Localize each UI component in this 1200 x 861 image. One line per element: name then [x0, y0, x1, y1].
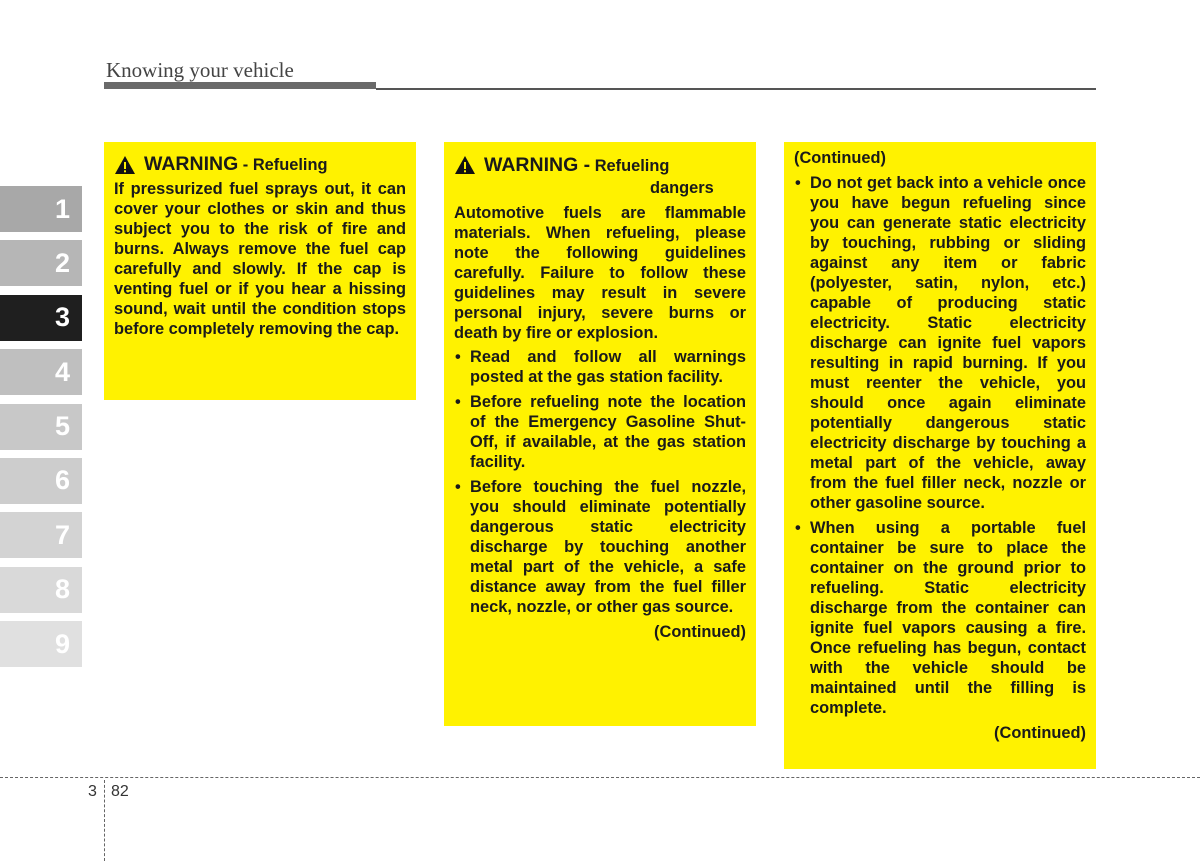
- warning-triangle-icon: [114, 155, 136, 175]
- continued-label: (Continued): [654, 623, 746, 641]
- footer-vertical-divider: [104, 780, 105, 861]
- warning-subtitle-line2: dangers: [650, 179, 714, 197]
- warning-bullets: [454, 347, 746, 617]
- page-number: 82: [111, 783, 129, 800]
- continued-label-top: (Continued): [794, 149, 886, 167]
- list-item: • Do not get back into a vehicle once you have begun refueling since you can generate static electricity by touching, rubbing or sliding against any item or fabric (polyester, satin, nylon, etc.) capable of producing static electricity. Static electricity discharge can ignite fuel vapors resulting in rapid burning. If you must reenter the vehicle, you should once again eliminate potentially dangerous static electricity discharge by touching a metal part of the vehicle, away from the fuel filler neck, nozzle or other gasoline source.: [794, 173, 1086, 513]
- warning-intro: Automotive fuels are flammable materials. When refueling, please note the following guidelines carefully. Failure to follow these guidelines may result in severe personal injury, severe burns or death by fire or explosion.: [454, 204, 746, 342]
- footer-divider: [0, 777, 1200, 778]
- chapter-tabs: [0, 186, 82, 676]
- warning-subtitle-line1: Refueling: [594, 157, 670, 175]
- warning-label: WARNING: [144, 153, 239, 175]
- warning-triangle-icon: [454, 155, 476, 175]
- warning-body: If pressurized fuel sprays out, it can cover your clothes or skin and thus subject you to the risk of fire and burns. Always remove the fuel cap carefully and slowly. If the cap is venting fuel or if you hear a hissing sound, wait until the condition stops before completely removing the cap.: [114, 180, 406, 338]
- chapter-tab-8[interactable]: 8: [0, 567, 82, 613]
- warning-box-refueling: [104, 142, 416, 400]
- warning-box-refueling-dangers: [444, 142, 756, 726]
- continued-label-bottom: (Continued): [994, 724, 1086, 742]
- page-header-title: Knowing your vehicle: [106, 58, 294, 82]
- chapter-tab-7[interactable]: 7: [0, 512, 82, 558]
- header-accent-bar: [104, 82, 376, 89]
- header-rule: [376, 88, 1096, 90]
- warning-title: [114, 154, 406, 175]
- list-item: • When using a portable fuel container be sure to place the container on the ground prior to refueling. Static electricity discharge from the container can ignite fuel vapors causing a fire. Once refueling has begun, contact with the vehicle should be maintained until the filling is complete.: [794, 518, 1086, 718]
- list-item: • Before touching the fuel nozzle, you should eliminate potentially dangerous static electricity discharge by touching another metal part of the vehicle, a safe distance away from the fuel filler neck, nozzle, or other gas source.: [454, 477, 746, 617]
- chapter-tab-6[interactable]: 6: [0, 458, 82, 504]
- chapter-tab-2[interactable]: 2: [0, 240, 82, 286]
- list-item: • Read and follow all warnings posted at the gas station facility.: [454, 347, 746, 387]
- warning-title: [454, 154, 746, 199]
- chapter-tab-5[interactable]: 5: [0, 404, 82, 450]
- warning-subtitle: - Refueling: [238, 156, 328, 174]
- chapter-tab-1[interactable]: 1: [0, 186, 82, 232]
- warning-box-continued: [784, 142, 1096, 769]
- page-chapter-number: 3: [88, 783, 97, 800]
- list-item: • Before refueling note the location of the Emergency Gasoline Shut-Off, if available, at the gas station facility.: [454, 392, 746, 472]
- chapter-tab-3[interactable]: 3: [0, 295, 82, 341]
- warning-bullets: [794, 173, 1086, 718]
- chapter-tab-9[interactable]: 9: [0, 621, 82, 667]
- warning-label: WARNING -: [484, 154, 591, 176]
- chapter-tab-4[interactable]: 4: [0, 349, 82, 395]
